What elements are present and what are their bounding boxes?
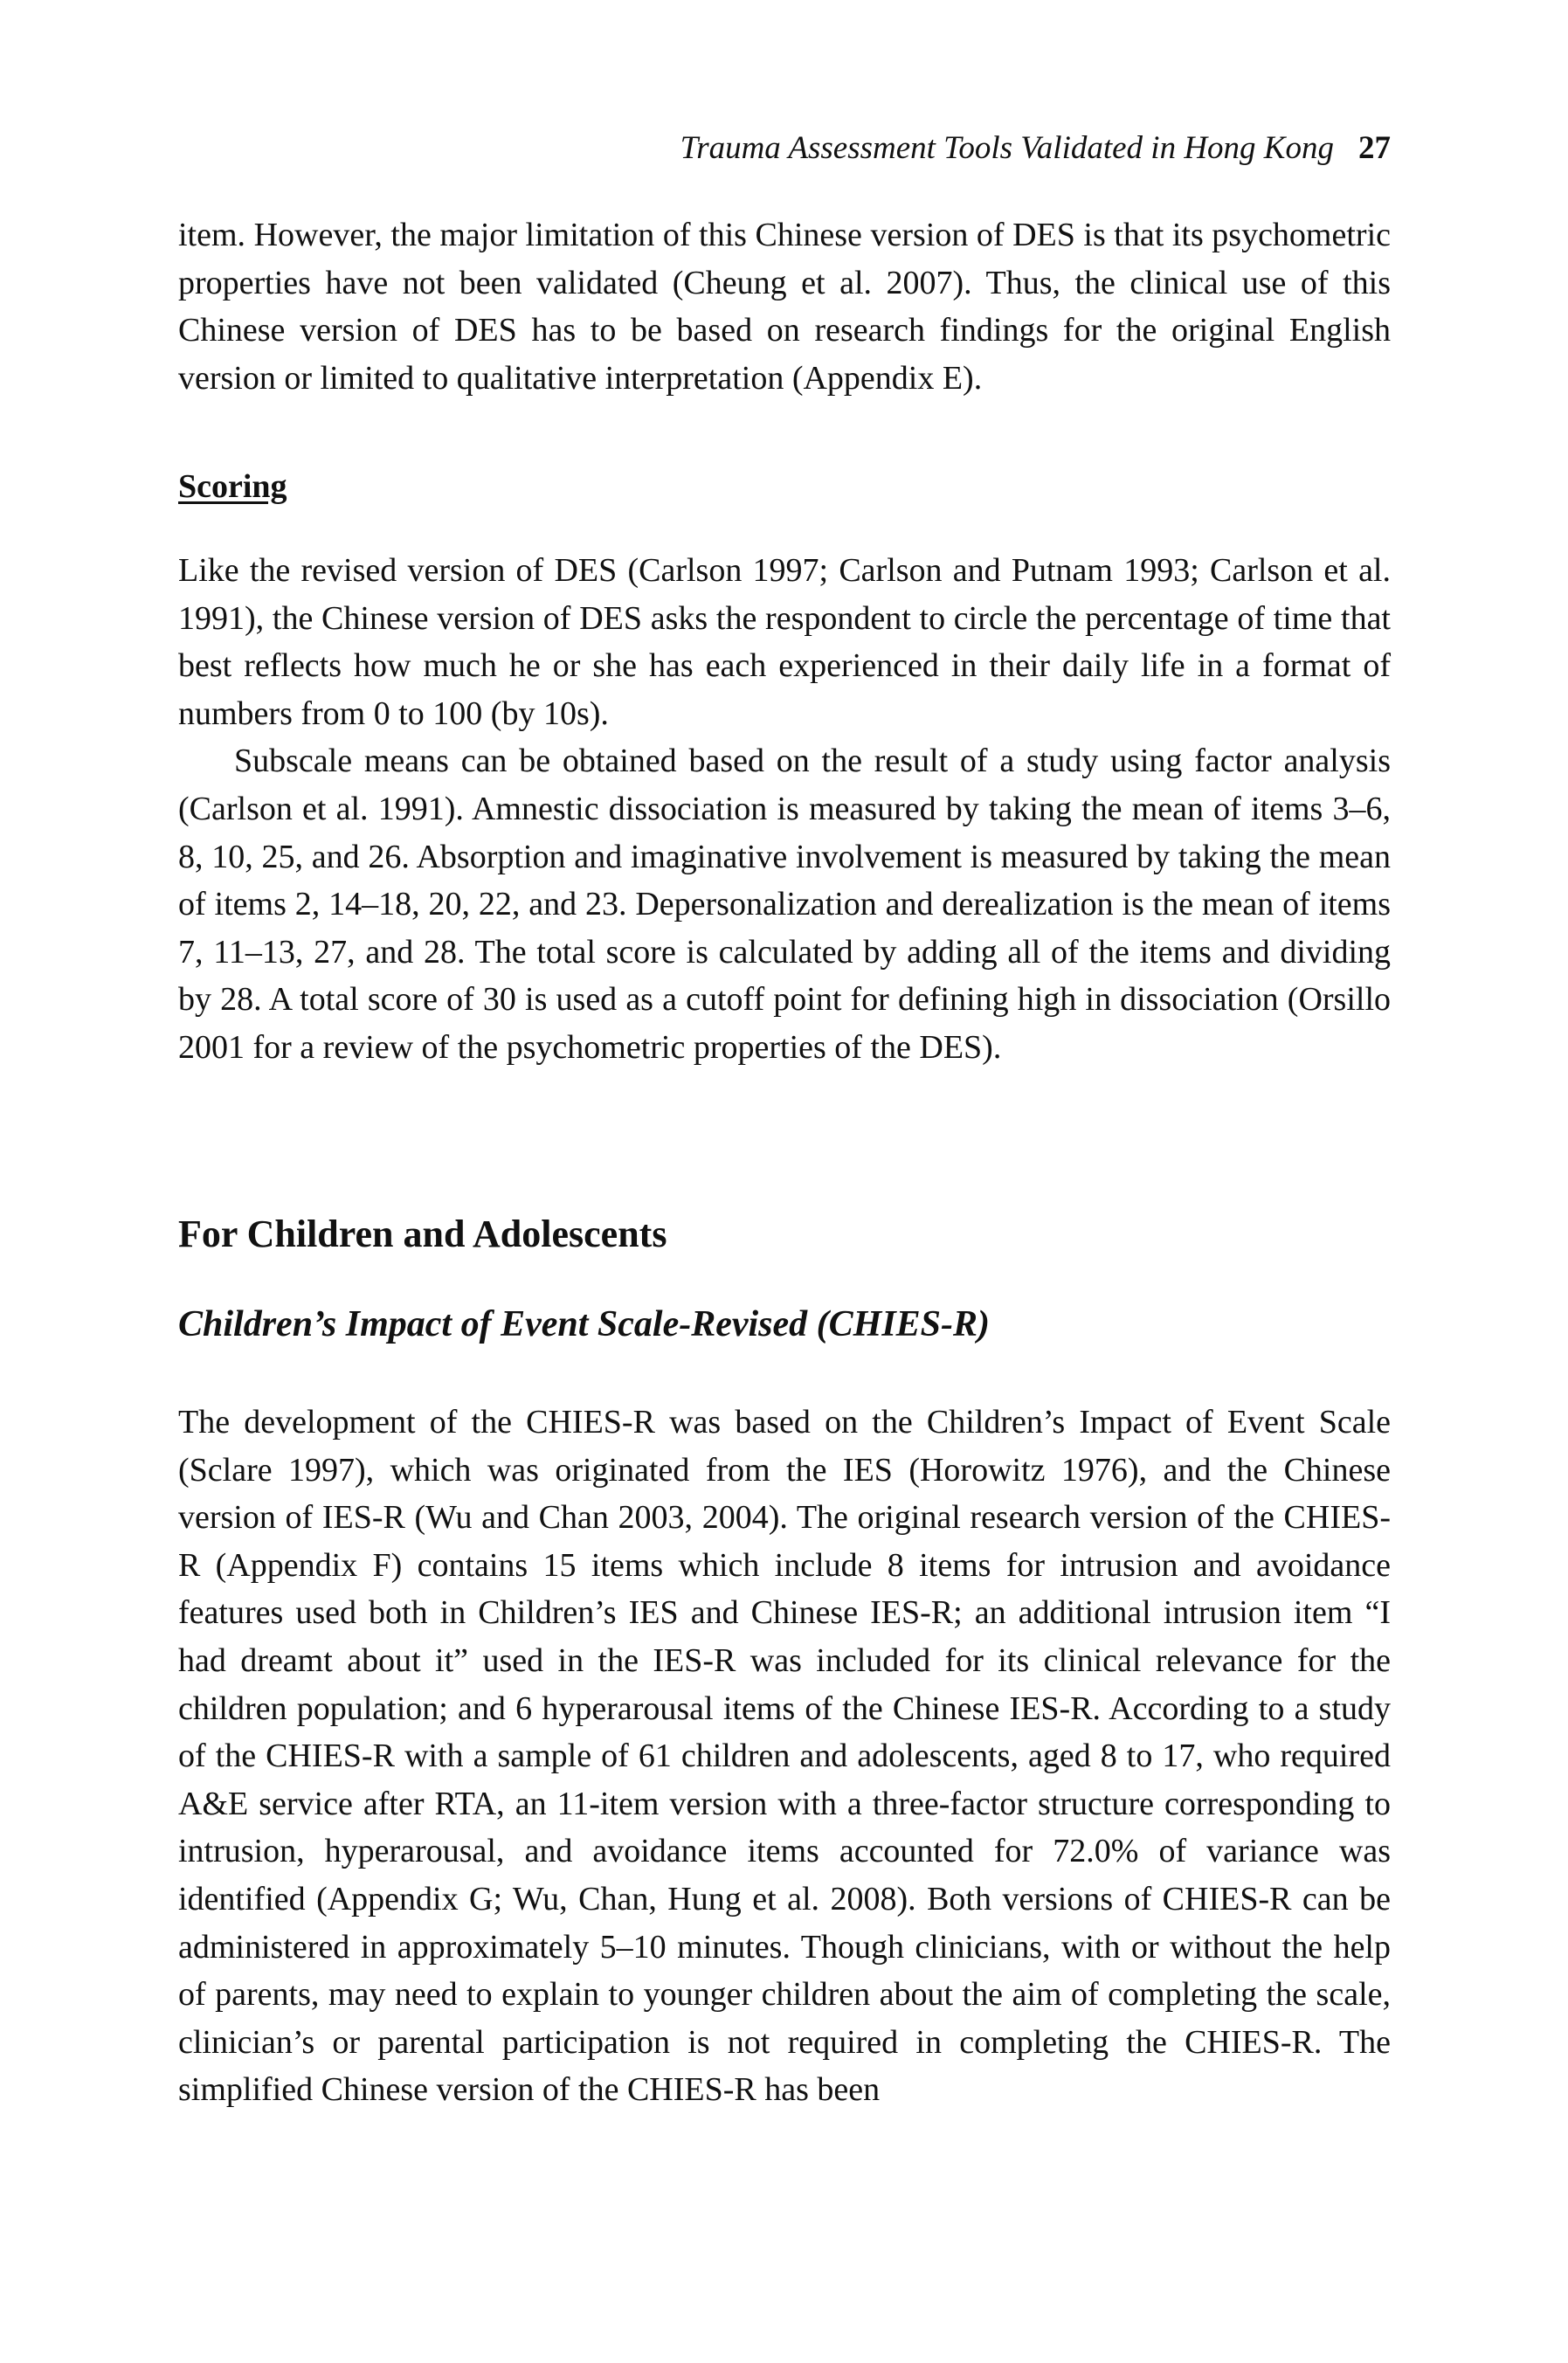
paragraph-subscale-means: Subscale means can be obtained based on the result of a study using factor analysis (Carlson et al. 1991). Amnestic dissociation is measured by taking the mean of items 3–6, 8, 10, 25, and 26. Absorption and imaginative involvement is measured by taking the mean of items 2, 14–18, 20, 22, and 23. Depersonalization and derealization is the mean of items 7, 11–13, 27, and 28. The total score is calculated by adding all of the items and dividing by 28. A total score of 30 is used as a cutoff point for defining high in dissociation (Orsillo 2001 for a review of the psychometric properties of the DES).: [178, 743, 1391, 1066]
section-heading-block: [178, 1212, 1391, 1257]
paragraph-scoring-format: Like the revised version of DES (Carlson 1997; Carlson and Putnam 1993; Carlson et al. 1991), the Chinese version of DES asks the respondent to circle the percentage of time that best reflects how much he or she has each experienced in their daily life in a format of numbers from 0 to 100 (by 10s).: [178, 552, 1391, 732]
paragraph-chies-r-development: The development of the CHIES-R was based on the Children’s Impact of Event Scale (Sclare 1997), which was originated from the IES (Horowitz 1976), and the Chinese version of IES-R (Wu and Chan 2003, 2004). The original research version of the CHIES-R (Appendix F) contains 15 items which include 8 items for intrusion and avoidance features used both in Children’s IES and Chinese IES-R; an additional intrusion item “I had dreamt about it” used in the IES-R was included for its clinical relevance for the children population; and 6 hyperarousal items of the Chinese IES-R. According to a study of the CHIES-R with a sample of 61 children and adolescents, aged 8 to 17, who required A&E service after RTA, an 11-item version with a three-factor structure corresponding to intrusion, hyperarousal, and avoidance items accounted for 72.0% of variance was identified (Appendix G; Wu, Chan, Hung et al. 2008). Both versions of CHIES-R can be administered in approximately 5–10 minutes. Though clinicians, with or without the help of parents, may need to explain to younger children about the aim of completing the scale, clinician’s or parental participation is not required in completing the CHIES-R. The simplified Chinese version of the CHIES-R has been: [178, 1404, 1391, 2109]
paragraph-continuation: [178, 211, 1391, 402]
subsection-heading: Children’s Impact of Event Scale-Revised (CHIES-R): [178, 1304, 991, 1344]
section-heading: For Children and Adolescents: [178, 1213, 667, 1255]
scoring-text: [178, 547, 1391, 1072]
scoring-heading: Scoring: [178, 468, 287, 505]
page-number: 27: [1358, 130, 1391, 166]
running-head: [680, 129, 1391, 168]
scoring-heading-block: [178, 467, 1391, 506]
running-title: Trauma Assessment Tools Validated in Hong Kong: [680, 130, 1334, 166]
chies-r-text: [178, 1399, 1391, 2114]
paragraph-des-limitation: item. However, the major limitation of this Chinese version of DES is that its psychometric properties have not been validated (Cheung et al. 2007). Thus, the clinical use of this Chinese version of DES has to be based on research findings for the original English version or limited to qualitative interpretation (Appendix E).: [178, 217, 1391, 397]
subsection-heading-block: [178, 1302, 1391, 1346]
